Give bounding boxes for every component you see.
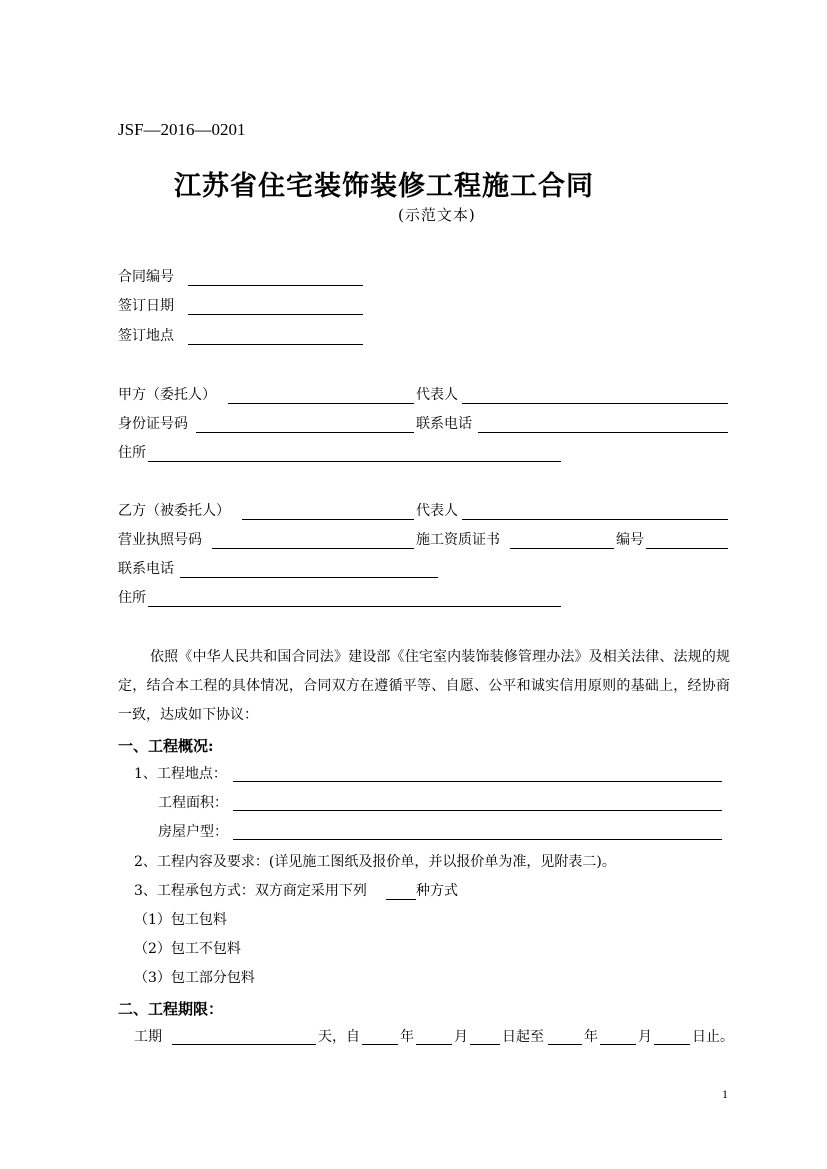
party-b-address-label: 住所 [118,590,146,606]
content-requirements: 2、工程内容及要求：(详见施工图纸及报价单，并以报价单为准，见附表二)。 [134,854,616,870]
end-month-field[interactable] [600,1044,636,1045]
party-b-rep-field[interactable] [462,519,728,520]
document-code: JSF—2016—0201 [118,120,246,139]
section1-heading: 一、工程概况: [118,737,214,755]
end-year-unit: 年 [584,1029,598,1045]
party-a-name-label: 甲方（委托人） [118,387,216,403]
party-a-rep-field[interactable] [462,403,728,404]
intro-paragraph: 依照《中华人民共和国合同法》建设部《住宅室内装饰装修管理办法》及相关法律、法规的规定，结合本工程的具体情况，合同双方在遵循平等、自愿、公平和诚实信用原则的基础上，经协商一致，达成如下协议： [118,649,730,723]
option-1: （1）包工包料 [134,912,227,928]
party-b-cert-label: 施工资质证书 [416,532,500,548]
location-label: 1、工程地点： [134,766,227,782]
option-3: （3）包工部分包料 [134,970,255,986]
party-b-phone-label: 联系电话 [118,561,174,577]
party-b-license-label: 营业执照号码 [118,532,202,548]
sign-date-label: 签订日期 [118,298,174,314]
party-b-cert-no-field[interactable] [646,548,728,549]
document-title: 江苏省住宅装饰装修工程施工合同 [174,171,594,202]
contract-mode-prefix: 3、工程承包方式：双方商定采用下列 [134,883,367,899]
party-b-cert-no-label: 编号 [616,532,644,548]
start-day-unit: 日起至 [502,1029,544,1045]
contract-mode-suffix: 种方式 [416,883,458,899]
sign-place-field[interactable] [188,344,363,345]
start-month-field[interactable] [416,1044,452,1045]
house-type-field[interactable] [233,839,722,840]
house-type-label: 房屋户型： [158,824,228,840]
party-a-id-label: 身份证号码 [118,416,188,432]
start-day-field[interactable] [470,1044,500,1045]
area-label: 工程面积： [158,795,228,811]
party-b-license-field[interactable] [212,548,414,549]
end-day-field[interactable] [654,1044,690,1045]
sign-date-field[interactable] [188,314,363,315]
end-year-field[interactable] [548,1044,582,1045]
party-a-phone-label: 联系电话 [416,416,472,432]
party-b-name-label: 乙方（被委托人） [118,503,230,519]
start-month-unit: 月 [454,1029,468,1045]
start-year-unit: 年 [400,1029,414,1045]
period-label: 工期 [134,1029,162,1045]
location-field[interactable] [233,781,722,782]
party-b-name-field[interactable] [242,519,414,520]
party-b-phone-field[interactable] [180,577,438,578]
sign-place-label: 签订地点 [118,328,174,344]
end-day-unit: 日止。 [692,1029,734,1045]
start-year-field[interactable] [362,1044,398,1045]
party-a-name-field[interactable] [228,403,414,404]
party-a-phone-field[interactable] [478,432,728,433]
party-a-rep-label: 代表人 [416,387,458,403]
option-2: （2）包工不包料 [134,941,241,957]
party-a-id-field[interactable] [196,432,414,433]
contract-mode-field[interactable] [386,899,416,900]
days-unit: 天，自 [318,1029,360,1045]
contract-number-label: 合同编号 [118,269,174,285]
page-number: 1 [722,1087,728,1101]
party-a-address-label: 住所 [118,445,146,461]
contract-number-field[interactable] [188,285,363,286]
party-b-address-field[interactable] [148,606,561,607]
end-month-unit: 月 [638,1029,652,1045]
party-b-cert-field[interactable] [510,548,614,549]
period-days-field[interactable] [172,1044,316,1045]
section2-heading: 二、工程期限： [118,1000,224,1018]
area-field[interactable] [233,810,722,811]
party-a-address-field[interactable] [148,461,561,462]
document-subtitle: (示范文本) [398,206,476,224]
party-b-rep-label: 代表人 [416,503,458,519]
